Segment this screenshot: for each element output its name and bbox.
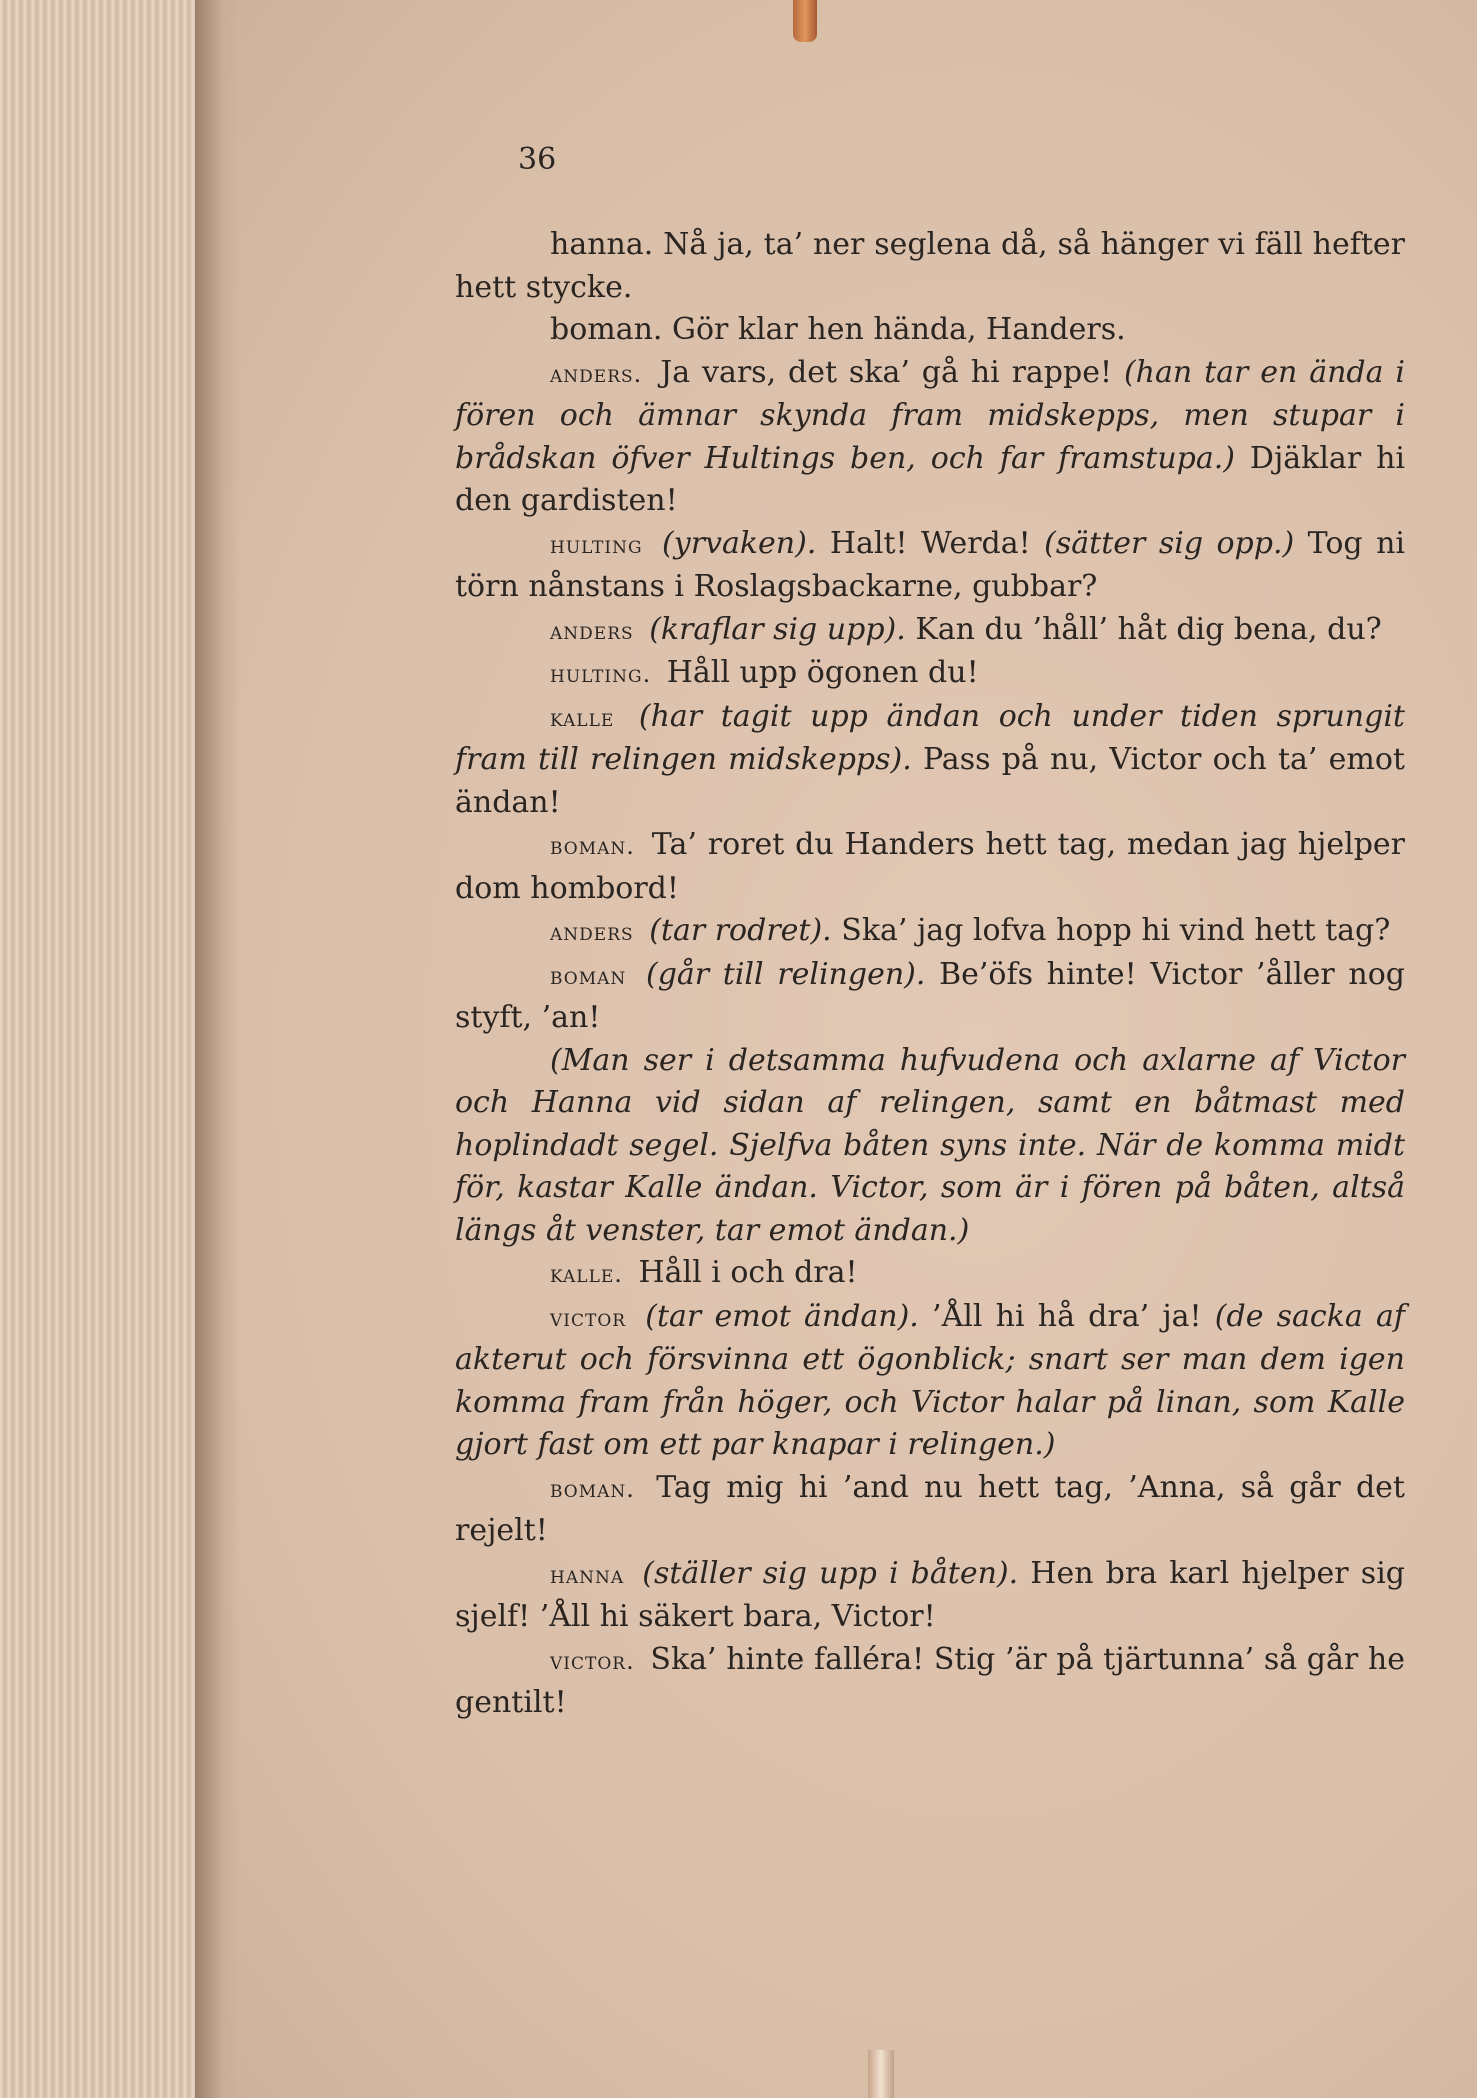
dialogue-text: Ja vars, det ska’ gå hi rappe! <box>660 354 1113 390</box>
paragraph-hanna-2 <box>455 1553 1405 1639</box>
stage-direction: (yrvaken). <box>662 525 817 561</box>
speaker-name: kalle. <box>550 1260 623 1288</box>
speaker-name: anders. <box>550 359 643 388</box>
page-text <box>455 138 1405 1725</box>
stage-direction: (tar rodret). <box>649 913 832 948</box>
paragraph-anders-1 <box>455 352 1405 523</box>
stage-direction: (sätter sig opp.) <box>1044 525 1295 561</box>
stage-direction: (de sacka af akterut och försvinna ett ögonblick; snart ser man dem igen komma fram från höger, och Victor halar på linan, som Kalle gjort fast om ett par knapar i relingen.) <box>455 1298 1405 1462</box>
dialogue-text: Håll upp ögonen du! <box>666 655 979 690</box>
speaker-name: kalle <box>550 703 615 732</box>
page-number: 36 <box>518 142 557 177</box>
paragraph-hanna-1: hanna. Nå ja, ta’ ner seglena då, så hänger vi fäll hefter hett stycke. <box>455 227 1405 305</box>
paragraph-anders-2 <box>455 609 1405 653</box>
dialogue-text: Ska’ hinte falléra! Stig ’är på tjärtunna’ så går he gentilt! <box>455 1641 1405 1720</box>
dialogue-text: Ska’ jag lofva hopp hi vind hett tag? <box>841 913 1391 948</box>
bookmark-ribbon-bottom <box>868 2050 894 2098</box>
paragraph-boman-1: boman. Gör klar hen hända, Handers. <box>550 312 1126 347</box>
dialogue-text: Pass på nu, Victor och ta’ emot ändan! <box>455 742 1405 820</box>
paragraph-boman-3 <box>455 954 1405 1040</box>
dialogue-text: Be’öfs hinte! Victor ’åller nog styft, ’an! <box>455 956 1405 1035</box>
paragraph-hulting-1 <box>455 523 1405 609</box>
dialogue-text: Djäklar hi den gardisten! <box>455 440 1405 518</box>
dialogue-text: Ta’ roret du Handers hett tag, medan jag hjelper dom hombord! <box>455 827 1405 906</box>
paragraph-kalle-1 <box>455 696 1405 825</box>
speaker-name: anders <box>550 616 634 645</box>
paragraph-anders-3 <box>455 910 1405 954</box>
stage-direction: (har tagit upp ändan och under tiden sprungit fram till relingen midskepps). <box>455 698 1405 777</box>
speaker-name: hanna <box>550 1560 625 1589</box>
dialogue-text: Tog ni törn nånstans i Roslagsbackarne, gubbar? <box>455 525 1405 604</box>
dialogue-text: Tag mig hi ’and nu hett tag, ’Anna, så går det rejelt! <box>455 1469 1405 1548</box>
speaker-name: boman <box>550 961 627 990</box>
speaker-name: victor <box>550 1303 627 1332</box>
dialogue-text: ’Åll hi hå dra’ ja! <box>932 1298 1202 1334</box>
stage-direction: (han tar en ända i fören och ämnar skynda fram midskepps, men stupar i brådskan öfver Hultings ben, och far framstupa.) <box>455 354 1405 476</box>
speaker-name: boman. <box>550 832 635 860</box>
dialogue-text: Hen bra karl hjelper sig sjelf! ’Åll hi säkert bara, Victor! <box>455 1555 1405 1634</box>
paragraph-kalle-2 <box>455 1252 1405 1296</box>
stage-direction: (går till relingen). <box>645 956 926 992</box>
stage-direction: (tar emot ändan). <box>645 1298 919 1334</box>
dialogue-text: Halt! Werda! <box>829 525 1031 561</box>
stage-direction: (ställer sig upp i båten). <box>642 1555 1019 1591</box>
paragraph-boman-2 <box>455 824 1405 910</box>
stage-direction: (kraflar sig upp). <box>649 611 906 647</box>
speaker-name: hulting. <box>550 660 652 688</box>
paragraph-hulting-2 <box>455 652 1405 696</box>
speaker-name: anders <box>550 918 634 946</box>
page-edges <box>0 0 215 2098</box>
paragraph-boman-4 <box>455 1467 1405 1553</box>
paragraph-victor-2 <box>455 1639 1405 1725</box>
dialogue-text: Håll i och dra! <box>638 1255 858 1290</box>
dialogue-text: Kan du ’håll’ håt dig bena, du? <box>915 611 1382 647</box>
speaker-name: boman. <box>550 1474 635 1503</box>
speaker-name: victor. <box>550 1646 635 1675</box>
paragraph-stage-direction: (Man ser i detsamma hufvudena och axlarne af Victor och Hanna vid sidan af relingen, samt en båtmast med hoplindadt segel. Sjelfva båten syns inte. När de komma midt för, kastar Kalle ändan. Victor, som är i fören på båten, altså längs åt venster, tar emot ändan.) <box>455 1042 1405 1248</box>
paragraph-victor-1 <box>455 1296 1405 1467</box>
gutter-shadow <box>195 0 240 2098</box>
bookmark-ribbon-top <box>793 0 817 42</box>
speaker-name: hulting <box>550 530 643 559</box>
